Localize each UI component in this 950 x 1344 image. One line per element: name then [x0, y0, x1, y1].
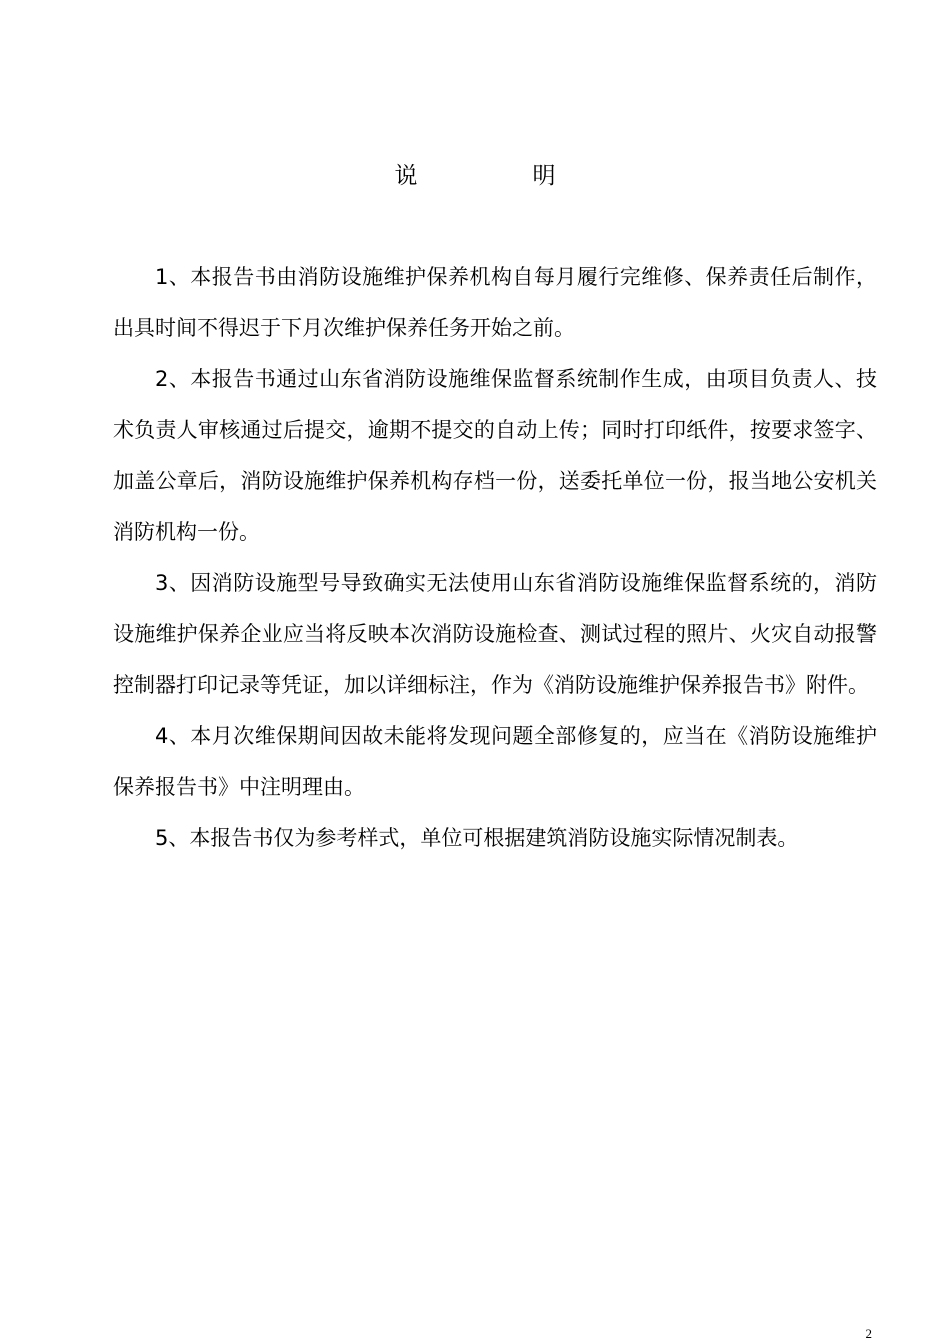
page-title: 说 明 [394, 163, 556, 189]
instruction-paragraph-5: 5、本报告书仅为参考样式，单位可根据建筑消防设施实际情况制表。 [155, 826, 799, 850]
instruction-paragraph-1: 1、本报告书由消防设施维护保养机构自每月履行完维修、保养责任后制作，出具时间不得迟于下月次维护保养任务开始之前。 [113, 265, 877, 340]
instructions-body [113, 252, 877, 864]
instruction-paragraph-3: 3、因消防设施型号导致确实无法使用山东省消防设施维保监督系统的，消防设施维护保养企业应当将反映本次消防设施检查、测试过程的照片、火灾自动报警控制器打印记录等凭证，加以详细标注，作为《消防设施维护保养报告书》附件。 [113, 571, 877, 697]
instruction-paragraph-2: 2、本报告书通过山东省消防设施维保监督系统制作生成，由项目负责人、技术负责人审核通过后提交，逾期不提交的自动上传；同时打印纸件，按要求签字、加盖公章后，消防设施维护保养机构存档一份，送委托单位一份，报当地公安机关消防机构一份。 [113, 367, 877, 544]
instruction-paragraph-4: 4、本月次维保期间因故未能将发现问题全部修复的，应当在《消防设施维护保养报告书》中注明理由。 [113, 724, 877, 799]
page-number: 2 [865, 1326, 872, 1341]
